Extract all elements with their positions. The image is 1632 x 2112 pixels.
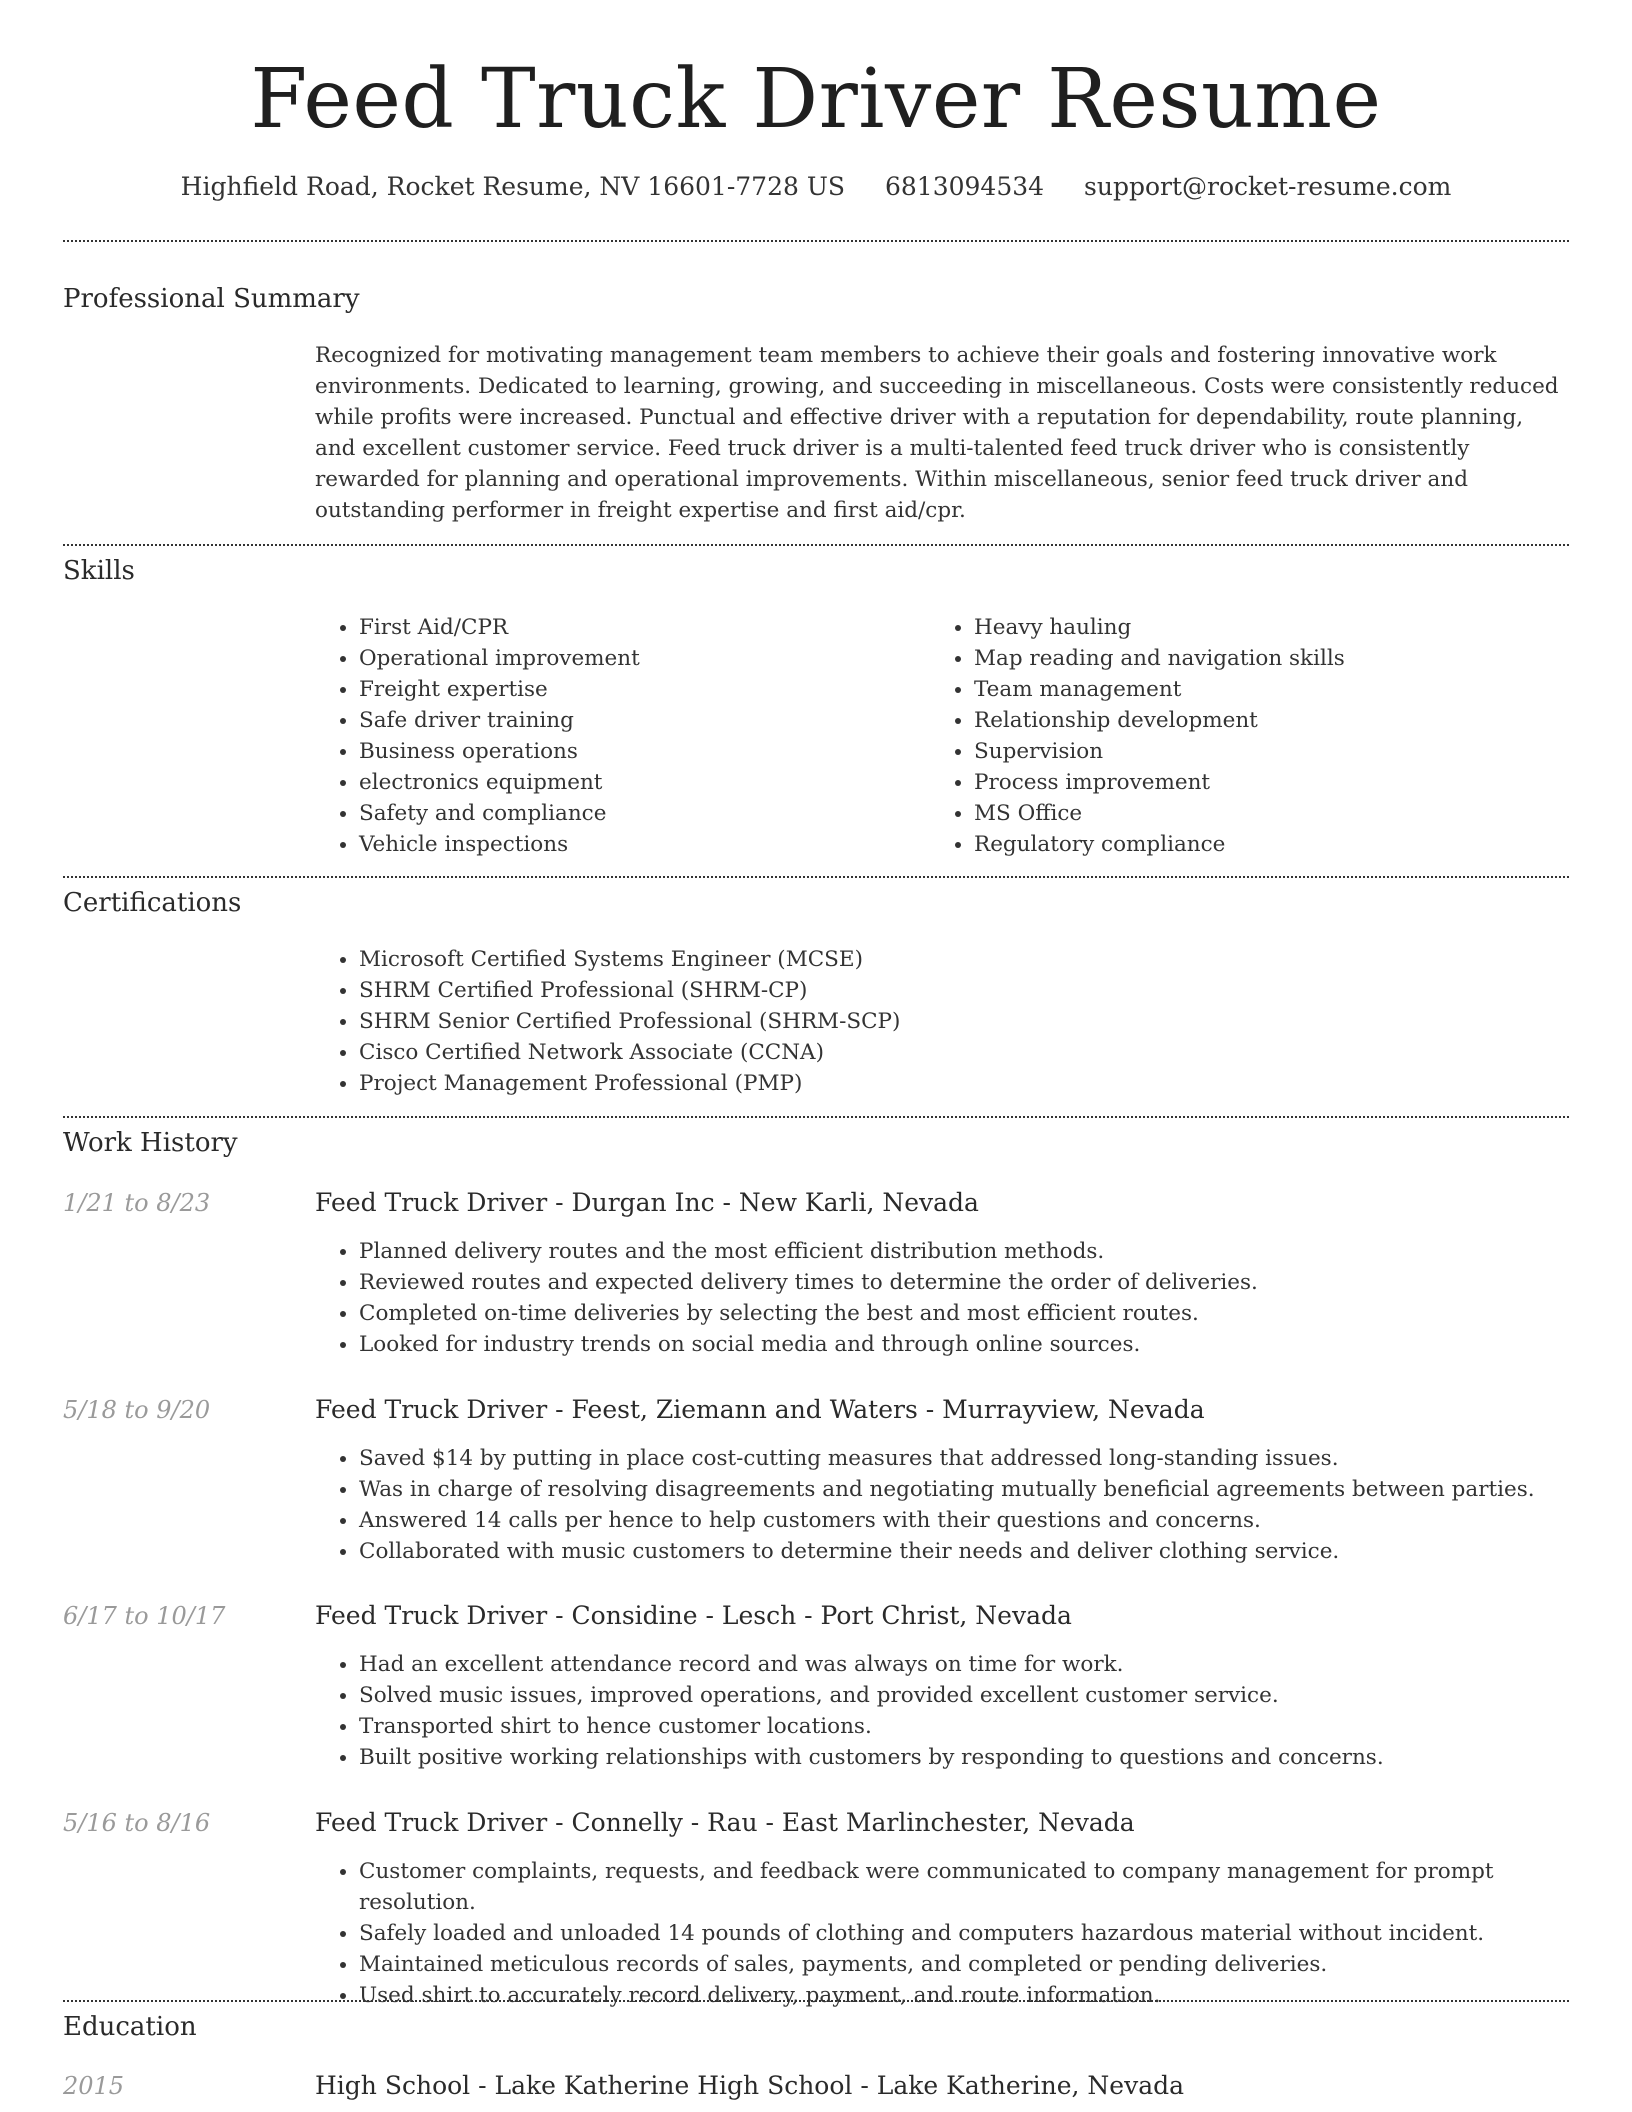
job-dates: 5/16 to 8/16 bbox=[63, 1809, 211, 1837]
skill-item: • Map reading and navigation skills bbox=[974, 643, 1530, 674]
job-title: Feed Truck Driver - Considine - Lesch - Port Christ, Nevada bbox=[315, 1601, 1072, 1630]
skill-item: • Supervision bbox=[974, 736, 1530, 767]
job-bullet: • Saved $14 by putting in place cost-cutting measures that addressed long-standing issues. bbox=[359, 1443, 1565, 1474]
skill-item: • Freight expertise bbox=[359, 674, 915, 705]
skills-heading: Skills bbox=[63, 556, 135, 586]
summary-heading: Professional Summary bbox=[63, 284, 360, 314]
skill-item: • Team management bbox=[974, 674, 1530, 705]
certification-item: • SHRM Senior Certified Professional (SHRM-SCP) bbox=[359, 1006, 1565, 1037]
section-divider bbox=[63, 544, 1569, 546]
section-divider bbox=[63, 1116, 1569, 1118]
skill-item: • electronics equipment bbox=[359, 767, 915, 798]
certifications-list bbox=[315, 944, 1565, 1099]
certification-item: • SHRM Certified Professional (SHRM-CP) bbox=[359, 975, 1565, 1006]
certifications-heading: Certifications bbox=[63, 888, 242, 918]
skill-item: • First Aid/CPR bbox=[359, 612, 915, 643]
summary-text: Recognized for motivating management team members to achieve their goals and fostering innovative work environments. Dedicated to learning, growing, and succeeding in miscellaneous. Costs were consistently reduced while profits were increased. Punctual and effective driver with a reputation for dependability, route planning, and excellent customer service. Feed truck driver is a multi-talented feed truck driver who is consistently rewarded for planning and operational improvements. Within miscellaneous, senior feed truck driver and outstanding performer in freight expertise and first aid/cpr. bbox=[315, 343, 1559, 523]
skill-item: • Heavy hauling bbox=[974, 612, 1530, 643]
education-year: 2015 bbox=[63, 2072, 125, 2100]
job-bullet: • Customer complaints, requests, and feedback were communicated to company management for prompt resolution. bbox=[359, 1856, 1565, 1918]
job-bullet: • Answered 14 calls per hence to help customers with their questions and concerns. bbox=[359, 1505, 1565, 1536]
job-dates: 6/17 to 10/17 bbox=[63, 1602, 226, 1630]
skill-item: • MS Office bbox=[974, 798, 1530, 829]
contact-address: Highfield Road, Rocket Resume, NV 16601-7728 US bbox=[180, 172, 846, 201]
job-title: Feed Truck Driver - Durgan Inc - New Karli, Nevada bbox=[315, 1188, 979, 1217]
job-bullet-list bbox=[315, 1856, 1565, 2011]
job-bullet: • Built positive working relationships with customers by responding to questions and concerns. bbox=[359, 1742, 1565, 1773]
education-title: High School - Lake Katherine High School - Lake Katherine, Nevada bbox=[315, 2071, 1185, 2100]
section-divider bbox=[63, 876, 1569, 878]
job-bullet: • Used shirt to accurately record delivery, payment, and route information. bbox=[359, 1980, 1565, 2011]
skill-item: • Regulatory compliance bbox=[974, 829, 1530, 860]
job-bullet: • Reviewed routes and expected delivery times to determine the order of deliveries. bbox=[359, 1267, 1565, 1298]
job-bullet: • Looked for industry trends on social media and through online sources. bbox=[359, 1329, 1565, 1360]
skill-item: • Vehicle inspections bbox=[359, 829, 915, 860]
job-title: Feed Truck Driver - Connelly - Rau - East Marlinchester, Nevada bbox=[315, 1808, 1135, 1837]
job-dates: 1/21 to 8/23 bbox=[63, 1189, 211, 1217]
job-bullet: • Planned delivery routes and the most efficient distribution methods. bbox=[359, 1236, 1565, 1267]
contact-phone: 6813094534 bbox=[885, 172, 1045, 201]
skill-item: • Operational improvement bbox=[359, 643, 915, 674]
job-title: Feed Truck Driver - Feest, Ziemann and Waters - Murrayview, Nevada bbox=[315, 1395, 1205, 1424]
job-bullet: • Was in charge of resolving disagreements and negotiating mutually beneficial agreements between parties. bbox=[359, 1474, 1565, 1505]
certification-item: • Project Management Professional (PMP) bbox=[359, 1068, 1565, 1099]
skills-right-column bbox=[930, 612, 1530, 860]
skills-left-column bbox=[315, 612, 915, 860]
certification-item: • Cisco Certified Network Associate (CCNA) bbox=[359, 1037, 1565, 1068]
job-bullet-list bbox=[315, 1649, 1565, 1773]
certification-item: • Microsoft Certified Systems Engineer (MCSE) bbox=[359, 944, 1565, 975]
skill-item: • Process improvement bbox=[974, 767, 1530, 798]
contact-email: support@rocket-resume.com bbox=[1084, 172, 1452, 201]
education-heading: Education bbox=[63, 2012, 197, 2042]
job-bullet: • Completed on-time deliveries by selecting the best and most efficient routes. bbox=[359, 1298, 1565, 1329]
job-bullet: • Solved music issues, improved operations, and provided excellent customer service. bbox=[359, 1680, 1565, 1711]
job-bullet: • Transported shirt to hence customer locations. bbox=[359, 1711, 1565, 1742]
skill-item: • Safety and compliance bbox=[359, 798, 915, 829]
contact-line bbox=[0, 170, 1632, 204]
job-dates: 5/18 to 9/20 bbox=[63, 1396, 211, 1424]
page-title: Feed Truck Driver Resume bbox=[250, 52, 1382, 147]
skill-item: • Business operations bbox=[359, 736, 915, 767]
job-bullet-list bbox=[315, 1443, 1565, 1567]
work-history-heading: Work History bbox=[63, 1128, 238, 1158]
job-bullet: • Safely loaded and unloaded 14 pounds of clothing and computers hazardous material without incident. bbox=[359, 1918, 1565, 1949]
section-divider bbox=[63, 2000, 1569, 2002]
skill-item: • Safe driver training bbox=[359, 705, 915, 736]
skill-item: • Relationship development bbox=[974, 705, 1530, 736]
section-divider bbox=[63, 240, 1569, 242]
job-bullet: • Collaborated with music customers to determine their needs and deliver clothing service. bbox=[359, 1536, 1565, 1567]
job-bullet-list bbox=[315, 1236, 1565, 1360]
job-bullet: • Maintained meticulous records of sales, payments, and completed or pending deliveries. bbox=[359, 1949, 1565, 1980]
job-bullet: • Had an excellent attendance record and was always on time for work. bbox=[359, 1649, 1565, 1680]
